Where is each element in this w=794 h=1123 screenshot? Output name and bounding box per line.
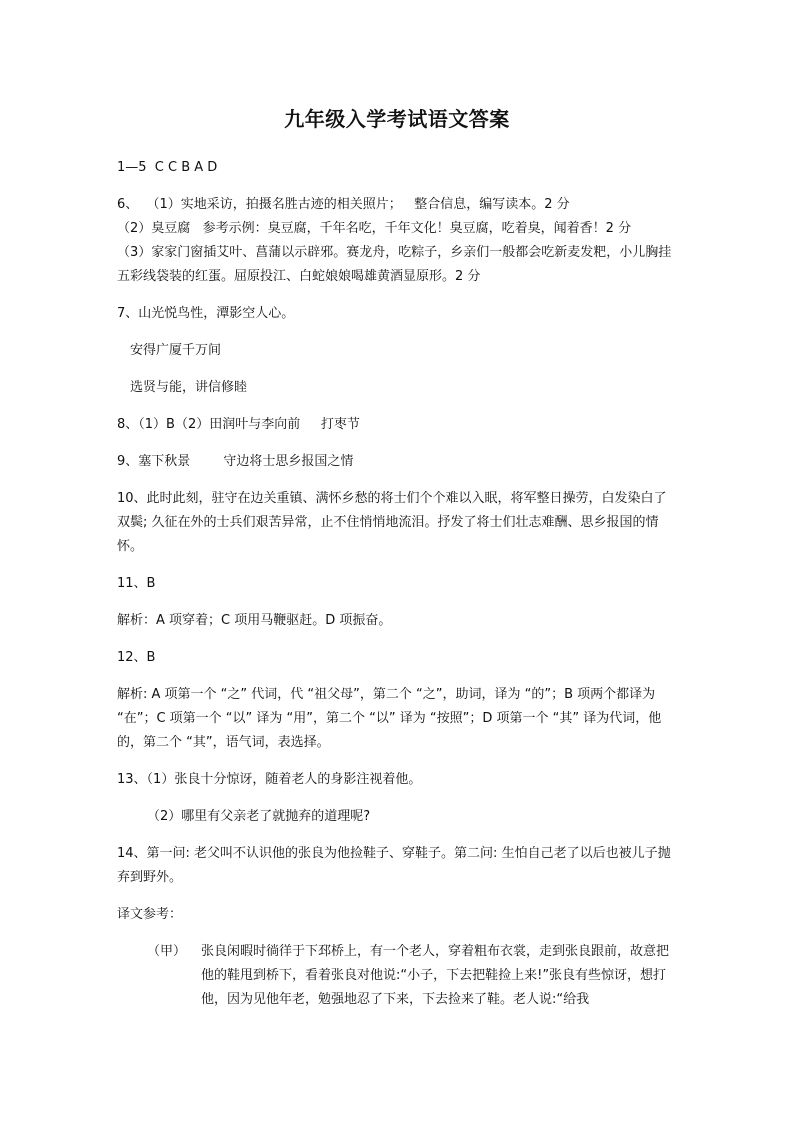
answer-14: 14、第一问: 老父叫不认识他的张良为他捡鞋子、穿鞋子。第二问: 生怕自己老了以后也被儿子抛弃到野外。 [117,846,671,885]
answer-11-analysis: 解析：A 项穿着；C 项用马鞭驱赶。D 项振奋。 [117,613,392,628]
answer-10: 10、此时此刻，驻守在边关重镇、满怀乡愁的将士们个个难以入眠，将军整日操劳，白发染白了双鬓; 久征在外的士兵们艰苦异常，止不住悄悄地流泪。抒发了将士们壮志难酬、思乡报国的情怀。 [117,491,667,554]
translation-block [117,940,679,1012]
answer-13-part1: 13、（1）张良十分惊讶，随着老人的身影注视着他。 [117,772,422,787]
answer-12-analysis: 解析: A 项第一个 “之” 代词，代 “祖父母”，第二个 “之”，助词，译为 “的”；B 项两个都译为 “在”；C 项第一个 “以” 译为 “用”，第二个 “以” 译为 “按照”；D 项第一个 “其” 译为代词，他的，第二个 “其”，语气词，表选择。 [117,687,662,750]
answer-9: 9、塞下秋景 守边将士思乡报国之情 [117,454,354,469]
answer-8: 8、（1）B（2）田润叶与李向前 打枣节 [117,417,360,432]
answer-6-part3: （3）家家门窗插艾叶、菖蒲以示辟邪。赛龙舟，吃粽子，乡亲们一般都会吃新麦发粑，小儿胸挂五彩线袋装的红蛋。屈原投江、白蛇娘娘喝雄黄酒显原形。2 分 [117,245,672,284]
document-body [117,156,679,1012]
answer-11: 11、B [117,576,156,591]
document-title: 九年级入学考试语文答案 [284,107,510,131]
answer-7-line3: 选贤与能，讲信修睦 [130,380,248,395]
answer-6-part2: （2）臭豆腐 参考示例：臭豆腐，千年名吃，千年文化！臭豆腐，吃着臭，闻着香！2 分 [117,221,632,236]
answer-7-line2: 安得广厦千万间 [130,343,222,358]
translation-text: 张良闲暇时徜徉于下邳桥上，有一个老人，穿着粗布衣裳，走到张良跟前，故意把他的鞋甩到桥下，看着张良对他说:“小子，下去把鞋捡上来!”张良有些惊讶，想打他，因为见他年老，勉强地忍了下来，下去捡来了鞋。老人说:“给我 [201,944,670,1007]
answer-12: 12、B [117,650,156,665]
answer-6-part1: 6、 （1）实地采访，拍摄名胜古迹的相关照片； 整合信息，编写读本。2 分 [117,197,570,212]
answer-13-part2: （2）哪里有父亲老了就抛弃的道理呢? [147,809,371,824]
translation-label: （甲） [147,944,187,959]
translation-reference-heading: 译文参考： [117,907,183,922]
answer-1-5: 1—5 C C B A D [117,160,218,175]
answer-7: 7、山光悦鸟性，潭影空人心。 [117,306,295,321]
